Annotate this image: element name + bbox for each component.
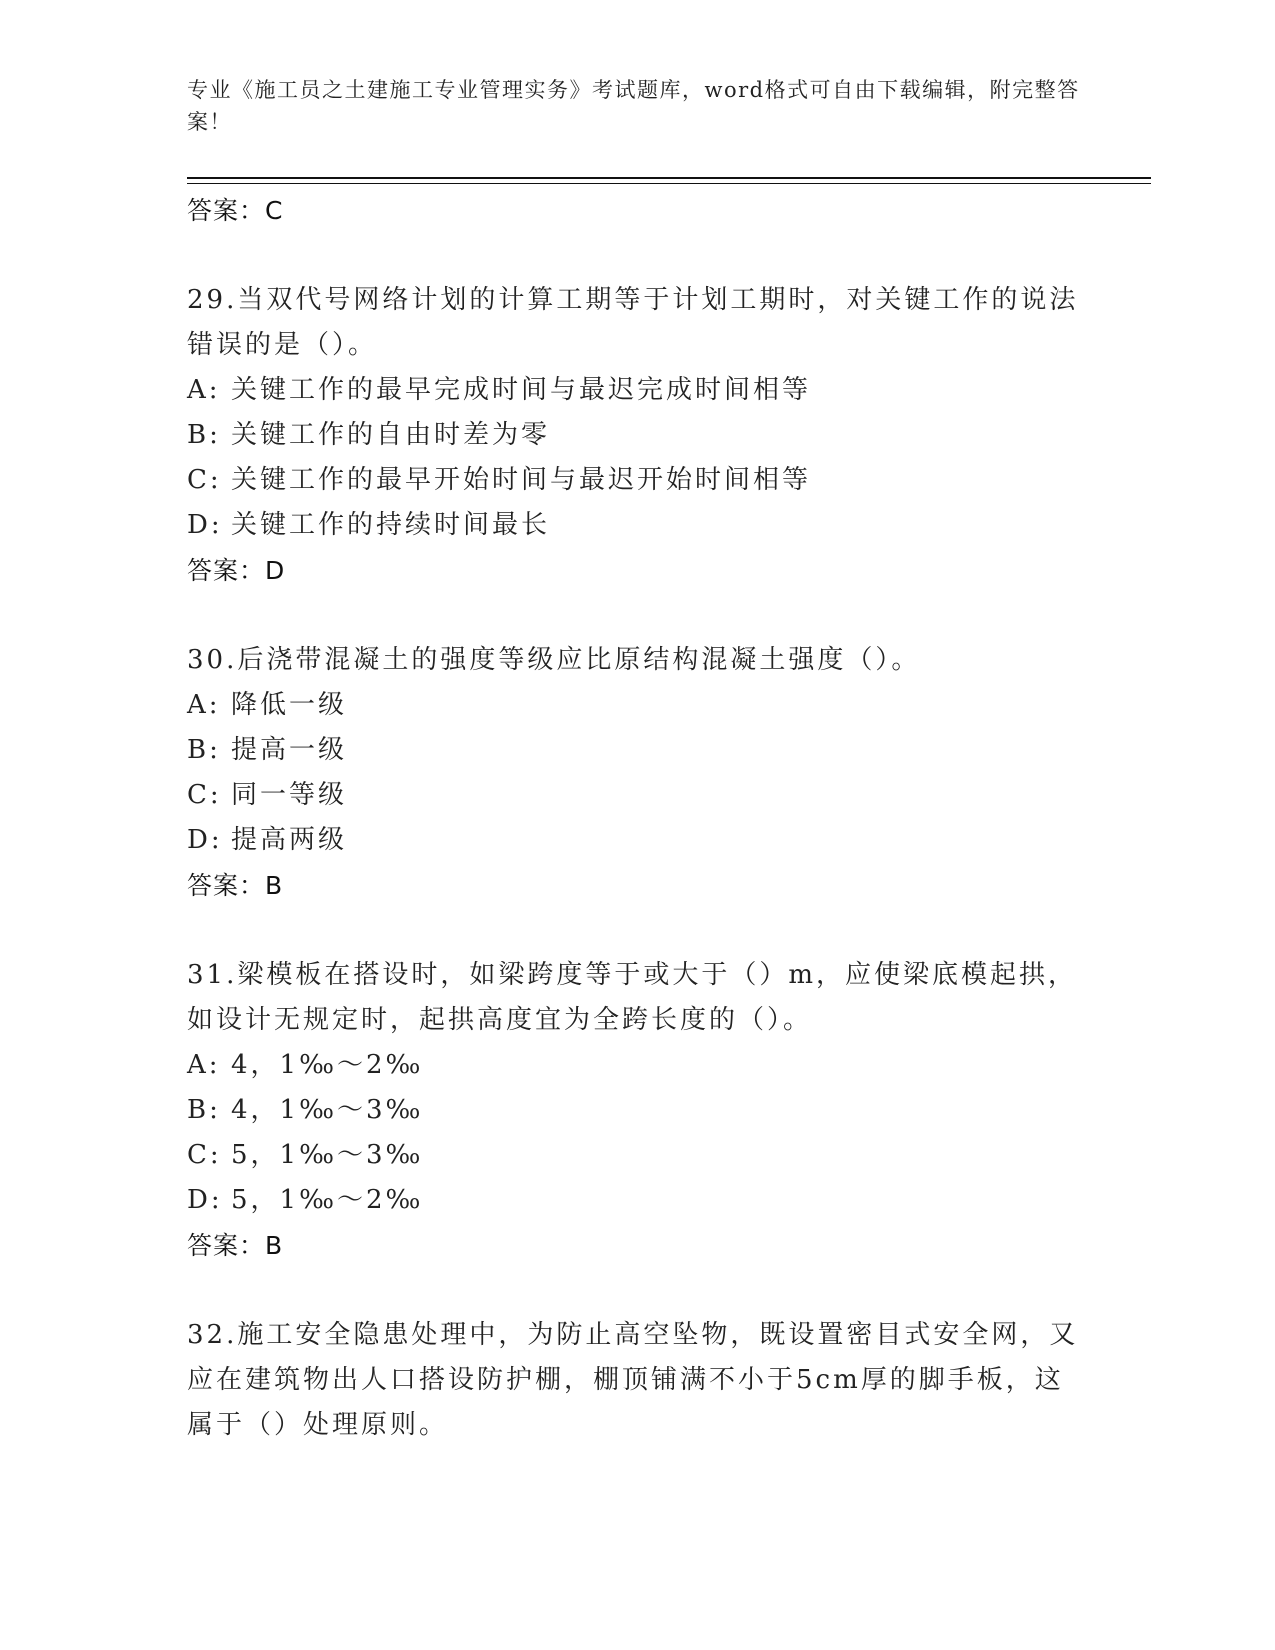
option-label: D: [187, 825, 223, 855]
option-text: 提高两级 [231, 825, 348, 855]
header-divider-thin [187, 183, 1151, 184]
option-text: 4，1‰～2‰ [231, 1050, 424, 1080]
option-d [187, 818, 1087, 863]
option-label: B: [187, 1095, 221, 1125]
option-b [187, 728, 1087, 773]
option-text: 降低一级 [231, 690, 348, 720]
option-c [187, 1133, 1087, 1178]
question-30 [187, 638, 1087, 909]
option-b [187, 413, 1087, 458]
option-label: A: [187, 375, 221, 405]
option-d [187, 503, 1087, 548]
option-text: 关键工作的最早完成时间与最迟完成时间相等 [231, 375, 812, 405]
option-label: A: [187, 690, 221, 720]
question-stem: 31.梁模板在搭设时，如梁跨度等于或大于（）m，应使梁底模起拱，如设计无规定时，起拱高度宜为全跨长度的（）。 [187, 960, 1078, 1035]
document-header: 专业《施工员之土建施工专业管理实务》考试题库，word格式可自由下载编辑，附完整答案！ [187, 78, 1080, 134]
question-29 [187, 278, 1087, 594]
question-stem: 32.施工安全隐患处理中，为防止高空坠物，既设置密目式安全网，又应在建筑物出人口搭设防护棚，棚顶铺满不小于5cm厚的脚手板，这属于（）处理原则。 [187, 1320, 1079, 1440]
question-stem: 29.当双代号网络计划的计算工期等于计划工期时，对关键工作的说法错误的是（）。 [187, 285, 1079, 360]
answer: 答案：B [187, 871, 284, 900]
option-label: B: [187, 420, 221, 450]
option-b [187, 1088, 1087, 1133]
question-32 [187, 1313, 1087, 1448]
option-d [187, 1178, 1087, 1223]
option-a [187, 683, 1087, 728]
option-text: 关键工作的最早开始时间与最迟开始时间相等 [231, 465, 812, 495]
header-divider [187, 177, 1151, 179]
option-label: C: [187, 1140, 222, 1170]
option-c [187, 773, 1087, 818]
option-label: A: [187, 1050, 221, 1080]
option-text: 关键工作的自由时差为零 [231, 420, 551, 450]
option-label: B: [187, 735, 221, 765]
option-c [187, 458, 1087, 503]
option-text: 提高一级 [231, 735, 348, 765]
option-a [187, 368, 1087, 413]
option-text: 5，1‰～2‰ [231, 1185, 424, 1215]
option-text: 5，1‰～3‰ [231, 1140, 424, 1170]
answer: 答案：B [187, 1231, 284, 1260]
option-text: 关键工作的持续时间最长 [231, 510, 551, 540]
question-list [187, 188, 1087, 1448]
option-text: 4，1‰～3‰ [231, 1095, 424, 1125]
option-label: D: [187, 1185, 223, 1215]
question-stem: 30.后浇带混凝土的强度等级应比原结构混凝土强度（）。 [187, 645, 921, 675]
option-a [187, 1043, 1087, 1088]
option-text: 同一等级 [231, 780, 348, 810]
previous-answer: 答案：C [187, 196, 284, 225]
option-label: C: [187, 780, 222, 810]
option-label: C: [187, 465, 222, 495]
answer: 答案：D [187, 556, 286, 585]
question-31 [187, 953, 1087, 1269]
option-label: D: [187, 510, 223, 540]
